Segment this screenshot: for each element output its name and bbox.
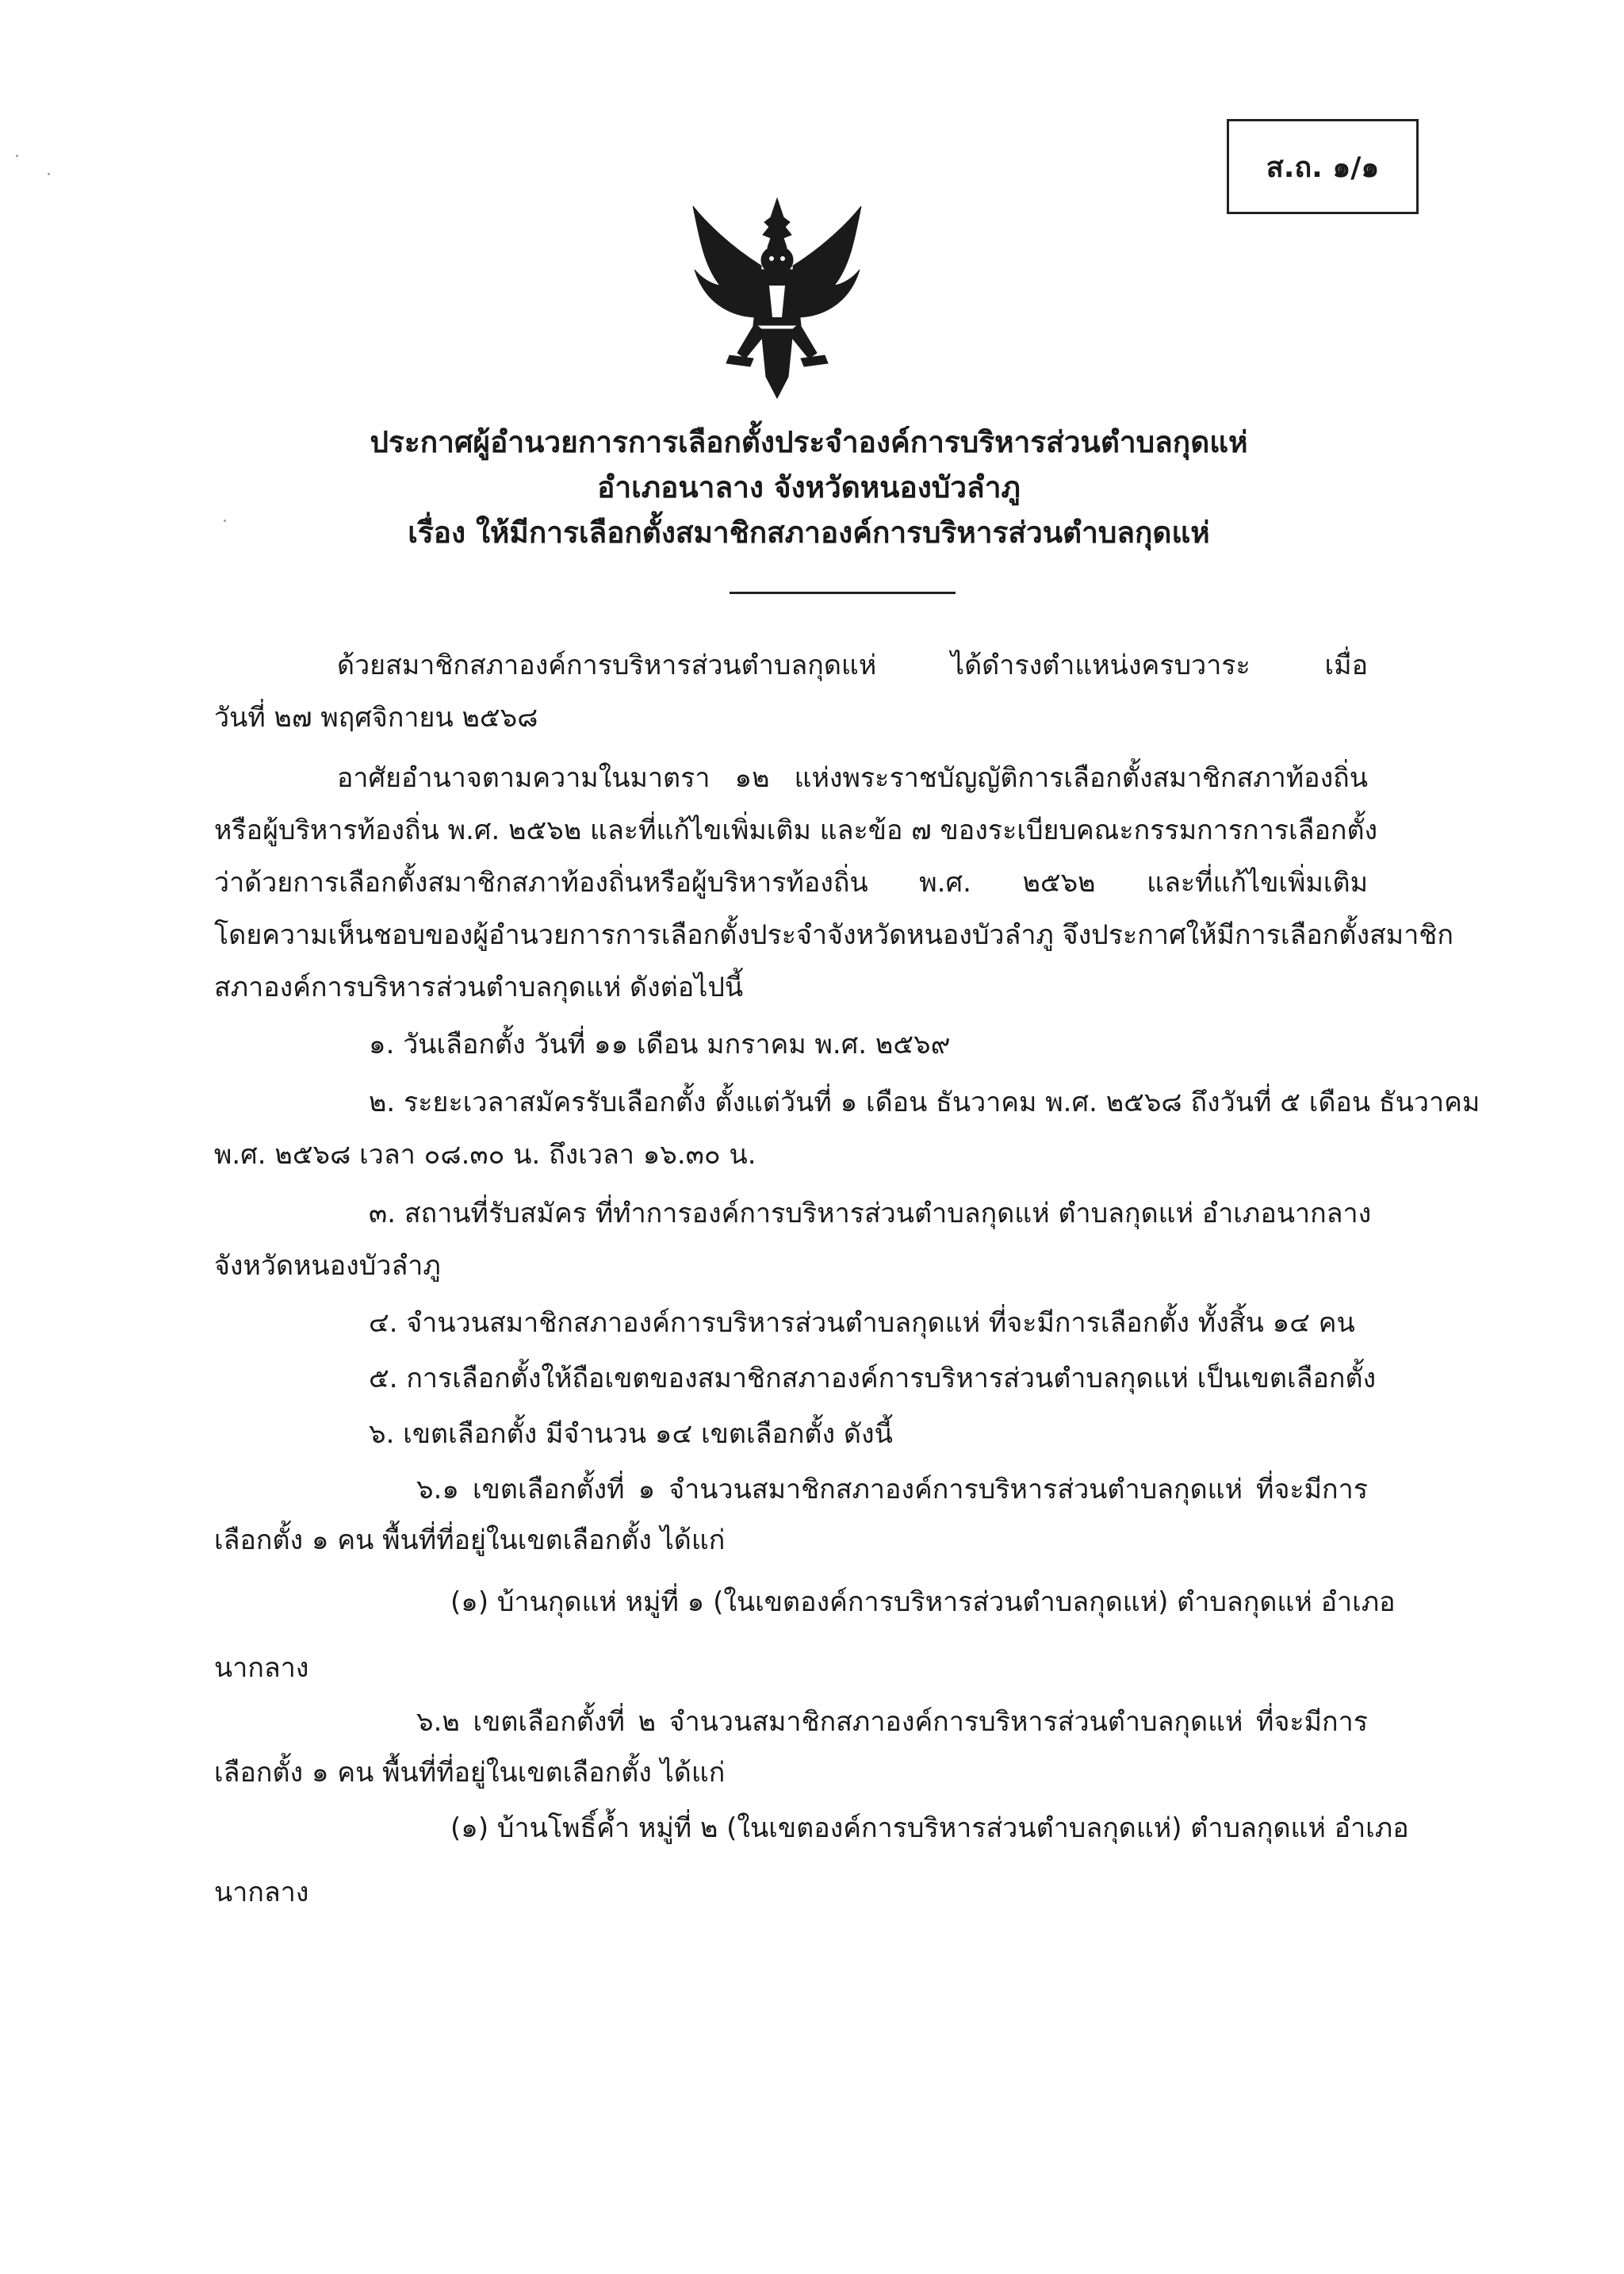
item-3-line-1: ๓. สถานที่รับสมัคร ที่ทำการองค์การบริหารส่วนตำบลกุดแห่ ตำบลกุดแห่ อำเภอนากลาง [369, 1198, 1372, 1229]
scan-speck [224, 520, 226, 522]
district-6-2-area-1-line-2: นากลาง [214, 1877, 309, 1908]
item-1-election-date: ๑. วันเลือกตั้ง วันที่ ๑๑ เดือน มกราคม พ.ศ. ๒๕๖๙ [369, 1029, 951, 1060]
district-6-2-line-2: เลือกตั้ง ๑ คน พื้นที่ที่อยู่ในเขตเลือกตั้ง ได้แก่ [214, 1757, 726, 1789]
title-divider [730, 592, 956, 594]
item-6-district-count: ๖. เขตเลือกตั้ง มีจำนวน ๑๔ เขตเลือกตั้ง ดังนี้ [369, 1418, 893, 1450]
item-5-electoral-district: ๕. การเลือกตั้งให้ถือเขตของสมาชิกสภาองค์การบริหารส่วนตำบลกุดแห่ เป็นเขตเลือกตั้ง [369, 1363, 1377, 1394]
paragraph-2-line-2: หรือผู้บริหารท้องถิ่น พ.ศ. ๒๕๖๒ และที่แก้ไขเพิ่มเติม และข้อ ๗ ของระเบียบคณะกรรมการการเลือกตั้ง [214, 815, 1378, 846]
district-6-2-area-1-line-1: (๑) บ้านโพธิ์ค้ำ หมู่ที่ ๒ (ในเขตองค์การบริหารส่วนตำบลกุดแห่) ตำบลกุดแห่ อำเภอ [450, 1812, 1409, 1844]
scan-speck [48, 173, 50, 175]
paragraph-2-line-5: สภาองค์การบริหารส่วนตำบลกุดแห่ ดังต่อไปนี้ [214, 972, 744, 1003]
item-2-line-2: พ.ศ. ๒๕๖๘ เวลา ๐๘.๓๐ น. ถึงเวลา ๑๖.๓๐ น. [214, 1139, 756, 1171]
district-6-1-area-1-line-2: นากลาง [214, 1652, 309, 1684]
item-3-line-2: จังหวัดหนองบัวลำภู [214, 1250, 441, 1282]
district-6-1-line-1: ๖.๑ เขตเลือกตั้งที่ ๑ จำนวนสมาชิกสภาองค์การบริหารส่วนตำบลกุดแห่ ที่จะมีการ [416, 1474, 1368, 1505]
paragraph-2-line-3: ว่าด้วยการเลือกตั้งสมาชิกสภาท้องถิ่นหรือผู้บริหารท้องถิ่น พ.ศ. ๒๕๖๒ และที่แก้ไขเพิ่มเติม [214, 867, 1368, 899]
district-6-1-area-1-line-1: (๑) บ้านกุดแห่ หมู่ที่ ๑ (ในเขตองค์การบริหารส่วนตำบลกุดแห่) ตำบลกุดแห่ อำเภอ [450, 1586, 1396, 1618]
paragraph-1-line-2: วันที่ ๒๗ พฤศจิกายน ๒๕๖๘ [214, 702, 538, 734]
scan-speck [16, 155, 18, 157]
district-6-2-line-1: ๖.๒ เขตเลือกตั้งที่ ๒ จำนวนสมาชิกสภาองค์การบริหารส่วนตำบลกุดแห่ ที่จะมีการ [416, 1706, 1368, 1738]
district-6-1-line-2: เลือกตั้ง ๑ คน พื้นที่ที่อยู่ในเขตเลือกตั้ง ได้แก่ [214, 1524, 726, 1556]
paragraph-2-line-4: โดยความเห็นชอบของผู้อำนวยการการเลือกตั้งประจำจังหวัดหนองบัวลำภู จึงประกาศให้มีการเลือกตั้งสมาชิก [214, 919, 1454, 951]
header-line-1: ประกาศผู้อำนวยการการเลือกตั้งประจำองค์การบริหารส่วนตำบลกุดแห่ [370, 425, 1248, 459]
item-4-member-count: ๔. จำนวนสมาชิกสภาองค์การบริหารส่วนตำบลกุดแห่ ที่จะมีการเลือกตั้ง ทั้งสิ้น ๑๔ คน [369, 1307, 1355, 1339]
garuda-emblem-icon [682, 190, 872, 405]
paragraph-1-line-1: ด้วยสมาชิกสภาองค์การบริหารส่วนตำบลกุดแห่ ได้ดำรงตำแหน่งครบวาระ เมื่อ [337, 650, 1368, 681]
header-line-3: เรื่อง ให้มีการเลือกตั้งสมาชิกสภาองค์การบริหารส่วนตำบลกุดแห่ [408, 516, 1210, 550]
form-code-box: ส.ถ. ๑/๑ [1227, 119, 1419, 214]
item-2-line-1: ๒. ระยะเวลาสมัครรับเลือกตั้ง ตั้งแต่วันที่ ๑ เดือน ธันวาคม พ.ศ. ๒๕๖๘ ถึงวันที่ ๕ เดือน ธันวาคม [369, 1087, 1480, 1118]
paragraph-2-line-1: อาศัยอำนาจตามความในมาตรา ๑๒ แห่งพระราชบัญญัติการเลือกตั้งสมาชิกสภาท้องถิ่น [337, 762, 1368, 794]
header-line-2: อำเภอนาลาง จังหวัดหนองบัวลำภู [597, 470, 1021, 504]
